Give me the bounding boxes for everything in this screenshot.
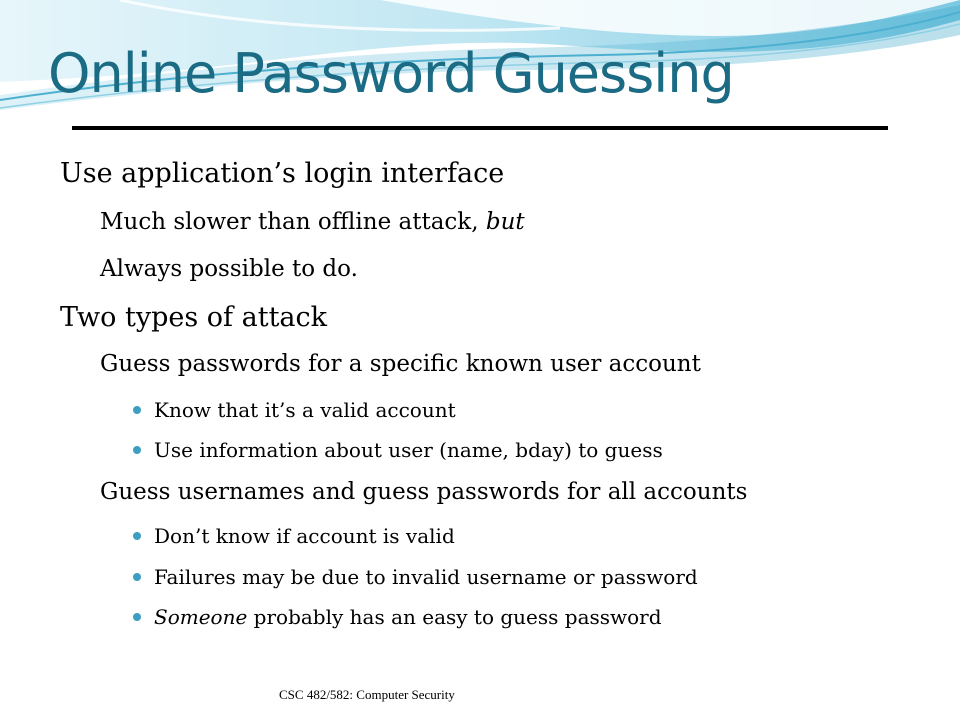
bullet-text: Know that it’s a valid account [154, 398, 456, 422]
bullet-text: Don’t know if account is valid [154, 524, 455, 548]
bullet-text: Guess usernames and guess passwords for all accounts [100, 479, 748, 505]
round-dot-icon [133, 406, 141, 414]
bullet-text: Guess passwords for a specific known user account [100, 351, 701, 377]
bullet-level2-item [100, 256, 358, 282]
slide-title: Online Password Guessing [48, 42, 734, 105]
bullet-text: Use information about user (name, bday) to guess [154, 438, 663, 462]
bullet-level2-item [100, 479, 747, 505]
bullet-level1-item [60, 302, 327, 333]
bullet-level2-item [100, 209, 525, 235]
bullet-level2-item [100, 351, 701, 377]
slide-footer: CSC 482/582: Computer Security [279, 687, 455, 702]
bullet-text-italic: Someone [154, 605, 248, 629]
bullet-level3-item [154, 398, 456, 422]
bullet-level1-item [60, 158, 504, 189]
bullet-text: Two types of attack [60, 302, 328, 333]
bullet-text-italic: but [485, 209, 525, 235]
round-dot-icon [133, 446, 141, 454]
bullet-level3-item [154, 438, 663, 462]
bullet-text: Always possible to do. [100, 256, 358, 282]
round-dot-icon [133, 573, 141, 581]
bullet-text: Use application’s login interface [60, 158, 505, 189]
bullet-level3-item [154, 605, 662, 629]
bullet-text: Much slower than offline attack, [100, 209, 486, 235]
round-dot-icon [133, 532, 141, 540]
bullet-text: probably has an easy to guess password [247, 605, 662, 629]
bullet-text: Failures may be due to invalid username or password [154, 565, 698, 589]
bullet-level3-item [154, 524, 455, 548]
bullet-level3-item [154, 565, 698, 589]
round-dot-icon [133, 613, 141, 621]
